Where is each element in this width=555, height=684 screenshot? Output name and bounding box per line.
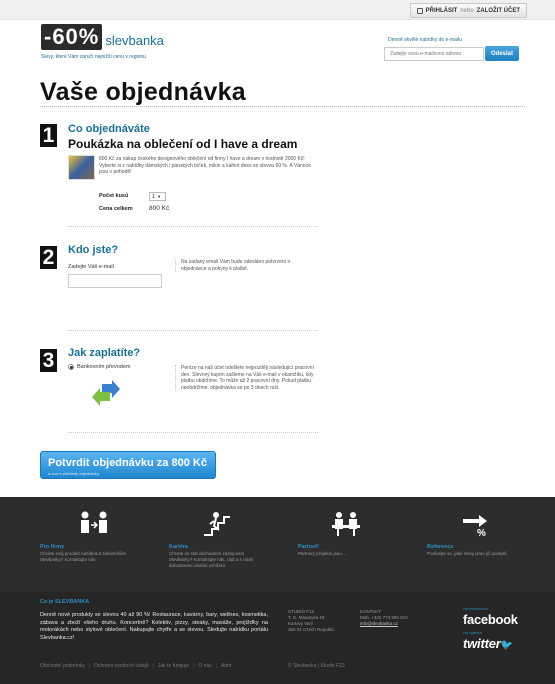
percent-swap-icon xyxy=(459,509,493,539)
product-image xyxy=(68,155,95,180)
radio-icon[interactable] xyxy=(68,364,74,370)
email-field[interactable] xyxy=(68,274,162,288)
divider xyxy=(68,330,318,331)
twitter-text: twitter xyxy=(463,636,501,651)
or-label: nebo xyxy=(460,7,474,14)
page-title: Vaše objednávka xyxy=(40,78,247,106)
address-line: 360 01 Czech Republic xyxy=(288,627,335,632)
contact-title: KONTAKT xyxy=(360,609,381,614)
divider xyxy=(68,432,318,433)
feature-desc-references: Podívejte se, jaké slevy jsme již poskytli xyxy=(427,551,507,556)
facebook-link[interactable]: facebook xyxy=(463,612,518,627)
footer-link-admin[interactable]: Adm xyxy=(220,663,232,669)
footer-links xyxy=(40,663,231,669)
people-icon xyxy=(77,509,111,539)
newsletter-submit-button[interactable]: Odeslat xyxy=(485,46,519,61)
footer-link-privacy[interactable]: Ochrana osobních údajů xyxy=(94,663,149,669)
confirm-order-button[interactable] xyxy=(40,451,216,479)
quantity-select[interactable] xyxy=(149,192,166,201)
about-title: Co je SLEVBANKA xyxy=(40,599,90,605)
product-description: 800 Kč za nákup českého designového oblečení od firmy I have a dream v hodnotě 2000 Kč! Vyberte si z nabídky dámských i pánských triček, mikin a kalhot dnes se slevou 60 %. A Vánoce jsou v pohodě! xyxy=(99,156,311,175)
contact-block xyxy=(360,609,408,627)
about-text: Denně nové produkty se slevou 40 až 90 %! Restaurace, kavárny, bary, wellnes, kosmetika, zábava a zboží všeho druhu. Koncertně? Kolektiv, pizzy, steaky, masáže, projížďky na motorákách nebo stylové oblečení. Nakupujte chytře a se slevou. Sledujte nabídku portálu Slevbanka.cz! xyxy=(40,612,268,641)
address-line: T. G. Masaryka 18 xyxy=(288,615,325,620)
newsletter-email-input[interactable] xyxy=(384,47,484,61)
footer-link-about[interactable]: O nás xyxy=(198,663,212,669)
twitter-label: Na twitteru xyxy=(463,630,483,635)
chevron-down-icon: ▼ xyxy=(157,194,162,199)
copyright: © Slevbanka | Studio F13 xyxy=(288,663,345,669)
logo-text: slevbanka xyxy=(105,33,164,48)
career-stairs-icon xyxy=(200,509,234,539)
product-name: Poukázka na oblečení od I have a dream xyxy=(68,137,298,151)
step-number-1: 1 xyxy=(40,124,57,147)
feature-desc-career: Chcete se stát obchodním zástupcem Slevbanky? Kontaktujte nás, rádi a s Vámi dohodneme osobní schůzku xyxy=(169,551,254,568)
newsletter-label: Denně skvělé nabídky do e-mailu xyxy=(388,37,462,43)
feature-desc-partners: Partnery projektu jsou ... xyxy=(298,551,347,556)
feature-title-partners[interactable]: Partneři xyxy=(298,544,319,550)
bank-transfer-arrows-icon xyxy=(92,378,120,408)
divider xyxy=(40,106,525,107)
facebook-label: Na facebooku xyxy=(463,606,488,611)
total-label: Cena celkem xyxy=(99,206,133,212)
step1-title: Co objednáváte xyxy=(68,123,150,135)
feature-title-references[interactable]: Reference xyxy=(427,544,454,550)
separator: | xyxy=(215,663,217,669)
feature-desc-firms: Chcete svůj produkt nabídnout zákazníkům Slevbanky? Kontaktujte nás xyxy=(40,551,127,562)
tagline: Slevy, které Vám zaručí nejnižší cenu v regionu xyxy=(41,54,146,60)
payment-bank-transfer-radio[interactable] xyxy=(68,364,131,370)
email-label: Zadejte Váš e-mail xyxy=(68,264,114,270)
logo-digits: -60% xyxy=(41,24,102,50)
footer-link-terms[interactable]: Obchodní podmínky xyxy=(40,663,85,669)
quantity-value: 1 xyxy=(152,193,156,200)
payment-method-label: Bankovním převodem xyxy=(77,364,131,370)
payment-note: Peníze na náš účet odešlete nejpozději následující pracovní den. Slevový kupón zašleme na Váš e-mail v okamžiku, kdy platbu obdržíme. To může až 2 pracovní dny. Pokud platbu neobdržíme, objednávka se po 3 dnech ruší. xyxy=(175,365,315,391)
separator: | xyxy=(88,663,91,669)
partners-table-icon xyxy=(329,509,363,539)
twitter-link[interactable] xyxy=(463,636,513,651)
contact-email-link[interactable]: info@slevbanka.cz xyxy=(360,621,398,626)
svg-text:%: % xyxy=(477,528,486,539)
address-block xyxy=(288,609,335,633)
feature-title-career[interactable]: Kariéra xyxy=(169,544,188,550)
step2-title: Kdo jste? xyxy=(68,244,119,256)
step3-title: Jak zaplatíte? xyxy=(68,347,141,359)
separator: | xyxy=(152,663,154,669)
confirm-order-sublabel: a chci s přehledy objednávky xyxy=(48,471,100,476)
email-note: Na zadaný email Vám bude odesláno potvrzení o objednávce a pokyny k platbě. xyxy=(175,259,295,272)
logo[interactable] xyxy=(41,24,164,50)
address-line: Karlovy Vary xyxy=(288,621,314,626)
contact-phone: Mob. +420 773 900 910 xyxy=(360,615,408,620)
login-register-box[interactable] xyxy=(410,3,527,18)
address-line: STUDIO F13 xyxy=(288,609,315,614)
divider xyxy=(68,226,318,227)
feature-title-firms[interactable]: Pro firmy xyxy=(40,544,65,550)
lock-icon xyxy=(417,8,423,14)
login-link[interactable]: PŘIHLÁSIT xyxy=(425,7,458,14)
register-link[interactable]: ZALOŽIT ÚČET xyxy=(476,7,520,14)
confirm-order-label: Potvrdit objednávku za 800 Kč xyxy=(48,457,207,469)
step-number-2: 2 xyxy=(40,246,57,269)
twitter-bird-icon: 🐦 xyxy=(500,640,513,651)
footer-link-how-it-works[interactable]: Jak to funguje xyxy=(157,663,189,669)
separator: | xyxy=(193,663,195,669)
quantity-label: Počet kusů xyxy=(99,193,129,199)
total-value: 800 Kč xyxy=(149,205,170,212)
step-number-3: 3 xyxy=(40,349,57,372)
